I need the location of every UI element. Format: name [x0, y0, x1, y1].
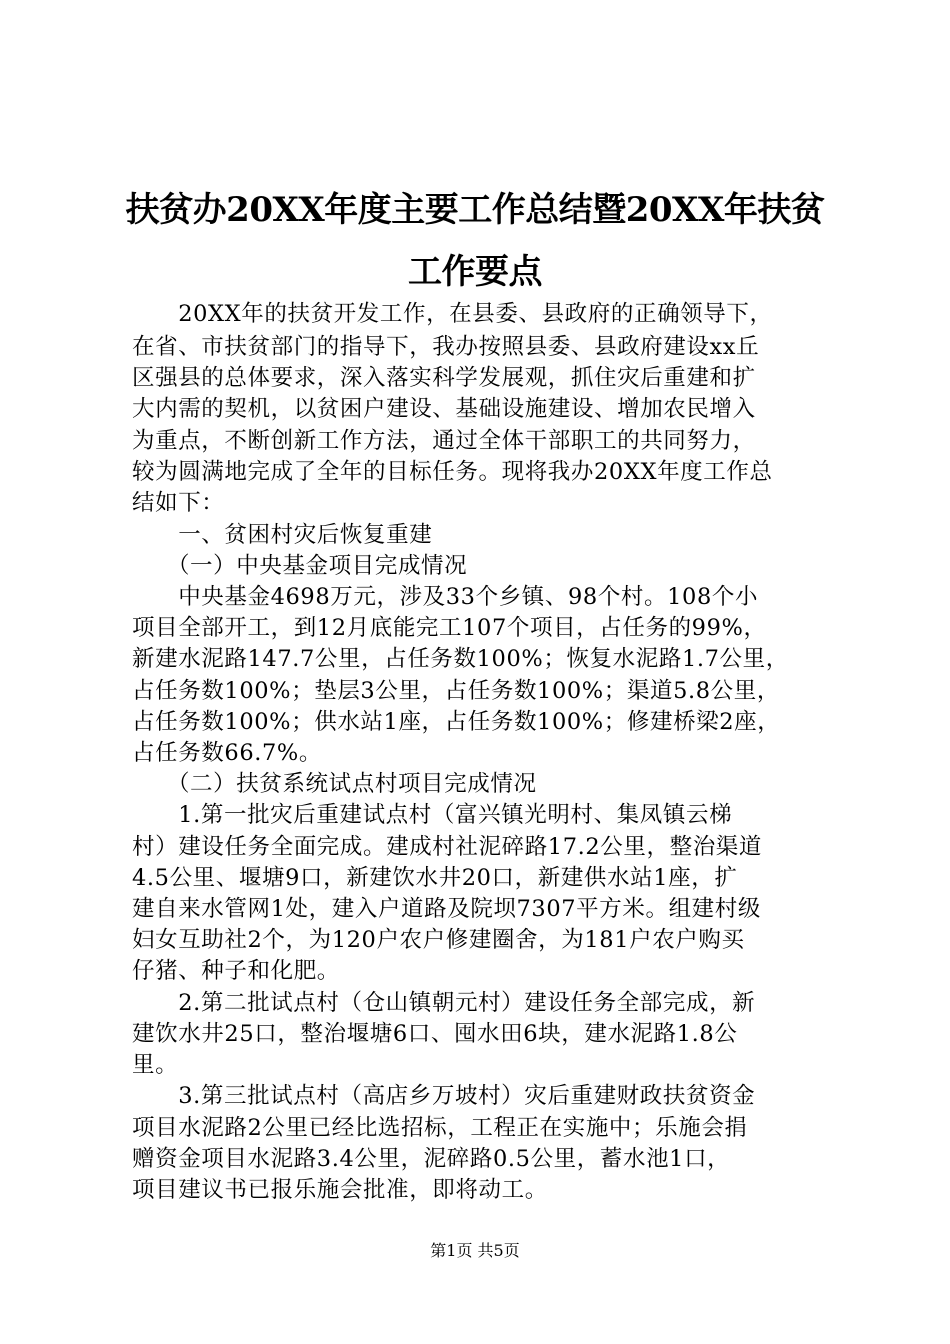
- body-text-line: 为重点，不断创新工作方法，通过全体干部职工的共同努力，: [132, 428, 756, 454]
- body-text-line: 2.第二批试点村（仓山镇朝元村）建设任务全部完成，新: [132, 990, 756, 1016]
- body-text-line: 中央基金4698万元，涉及33个乡镇、98个村。108个小: [132, 584, 759, 610]
- body-text-line: 占任务数100%；垫层3公里，占任务数100%；渠道5.8公里，: [132, 678, 780, 704]
- body-text-line: 大内需的契机，以贫困户建设、基础设施建设、增加农民增入: [132, 396, 756, 422]
- document-title-line-2: 工作要点: [408, 252, 542, 292]
- body-text-line: 占任务数100%；供水站1座，占任务数100%；修建桥梁2座，: [132, 709, 781, 735]
- body-text-line: 占任务数66.7%。: [132, 740, 322, 766]
- body-text-line: 项目建议书已报乐施会批准，即将动工。: [132, 1177, 548, 1203]
- page-footer: 第1页 共5页: [430, 1241, 520, 1260]
- body-text-line: 建饮水井25口，整治堰塘6口、囤水田6块，建水泥路1.8公: [132, 1021, 738, 1047]
- body-text-line: 赠资金项目水泥路3.4公里，泥碎路0.5公里，蓄水池1口，: [132, 1146, 731, 1172]
- document-title-line-1: 扶贫办20XX年度主要工作总结暨20XX年扶贫: [125, 190, 825, 230]
- body-text-line: 4.5公里、堰塘9口，新建饮水井20口，新建供水站1座，扩: [132, 865, 738, 891]
- body-text-line: 1.第一批灾后重建试点村（富兴镇光明村、集凤镇云梯: [132, 802, 733, 828]
- body-text-line: 里。: [132, 1052, 179, 1078]
- body-text-line: 区强县的总体要求，深入落实科学发展观，抓住灾后重建和扩: [132, 365, 756, 391]
- body-text-line: 一、贫困村灾后恢复重建: [132, 522, 433, 548]
- body-text-line: 3.第三批试点村（高店乡万坡村）灾后重建财政扶贫资金: [132, 1083, 756, 1109]
- body-text-line: 建自来水管网1处，建入户道路及院坝7307平方米。组建村级: [132, 896, 761, 922]
- body-text-line: 项目全部开工，到12月底能完工107个项目，占任务的99%，: [132, 615, 767, 641]
- body-text-line: 结如下：: [132, 490, 225, 516]
- body-text-line: 妇女互助社2个，为120户农户修建圈舍，为181户农户购买: [132, 927, 745, 953]
- body-text-line: 新建水泥路147.7公里，占任务数100%；恢复水泥路1.7公里，: [132, 646, 789, 672]
- body-text-line: 在省、市扶贫部门的指导下，我办按照县委、县政府建设xx丘: [132, 334, 760, 360]
- body-text-line: （二）扶贫系统试点村项目完成情况: [132, 771, 537, 797]
- body-text-line: 较为圆满地完成了全年的目标任务。现将我办20XX年度工作总: [132, 459, 773, 485]
- body-text-line: 项目水泥路2公里已经比选招标，工程正在实施中；乐施会捐: [132, 1115, 748, 1141]
- body-text-line: 仔猪、种子和化肥。: [132, 958, 340, 984]
- body-text-line: （一）中央基金项目完成情况: [132, 553, 468, 579]
- body-text-line: 村）建设任务全面完成。建成村社泥碎路17.2公里，整治渠道: [132, 834, 762, 860]
- body-text-line: 20XX年的扶贫开发工作，在县委、县政府的正确领导下，: [132, 301, 773, 327]
